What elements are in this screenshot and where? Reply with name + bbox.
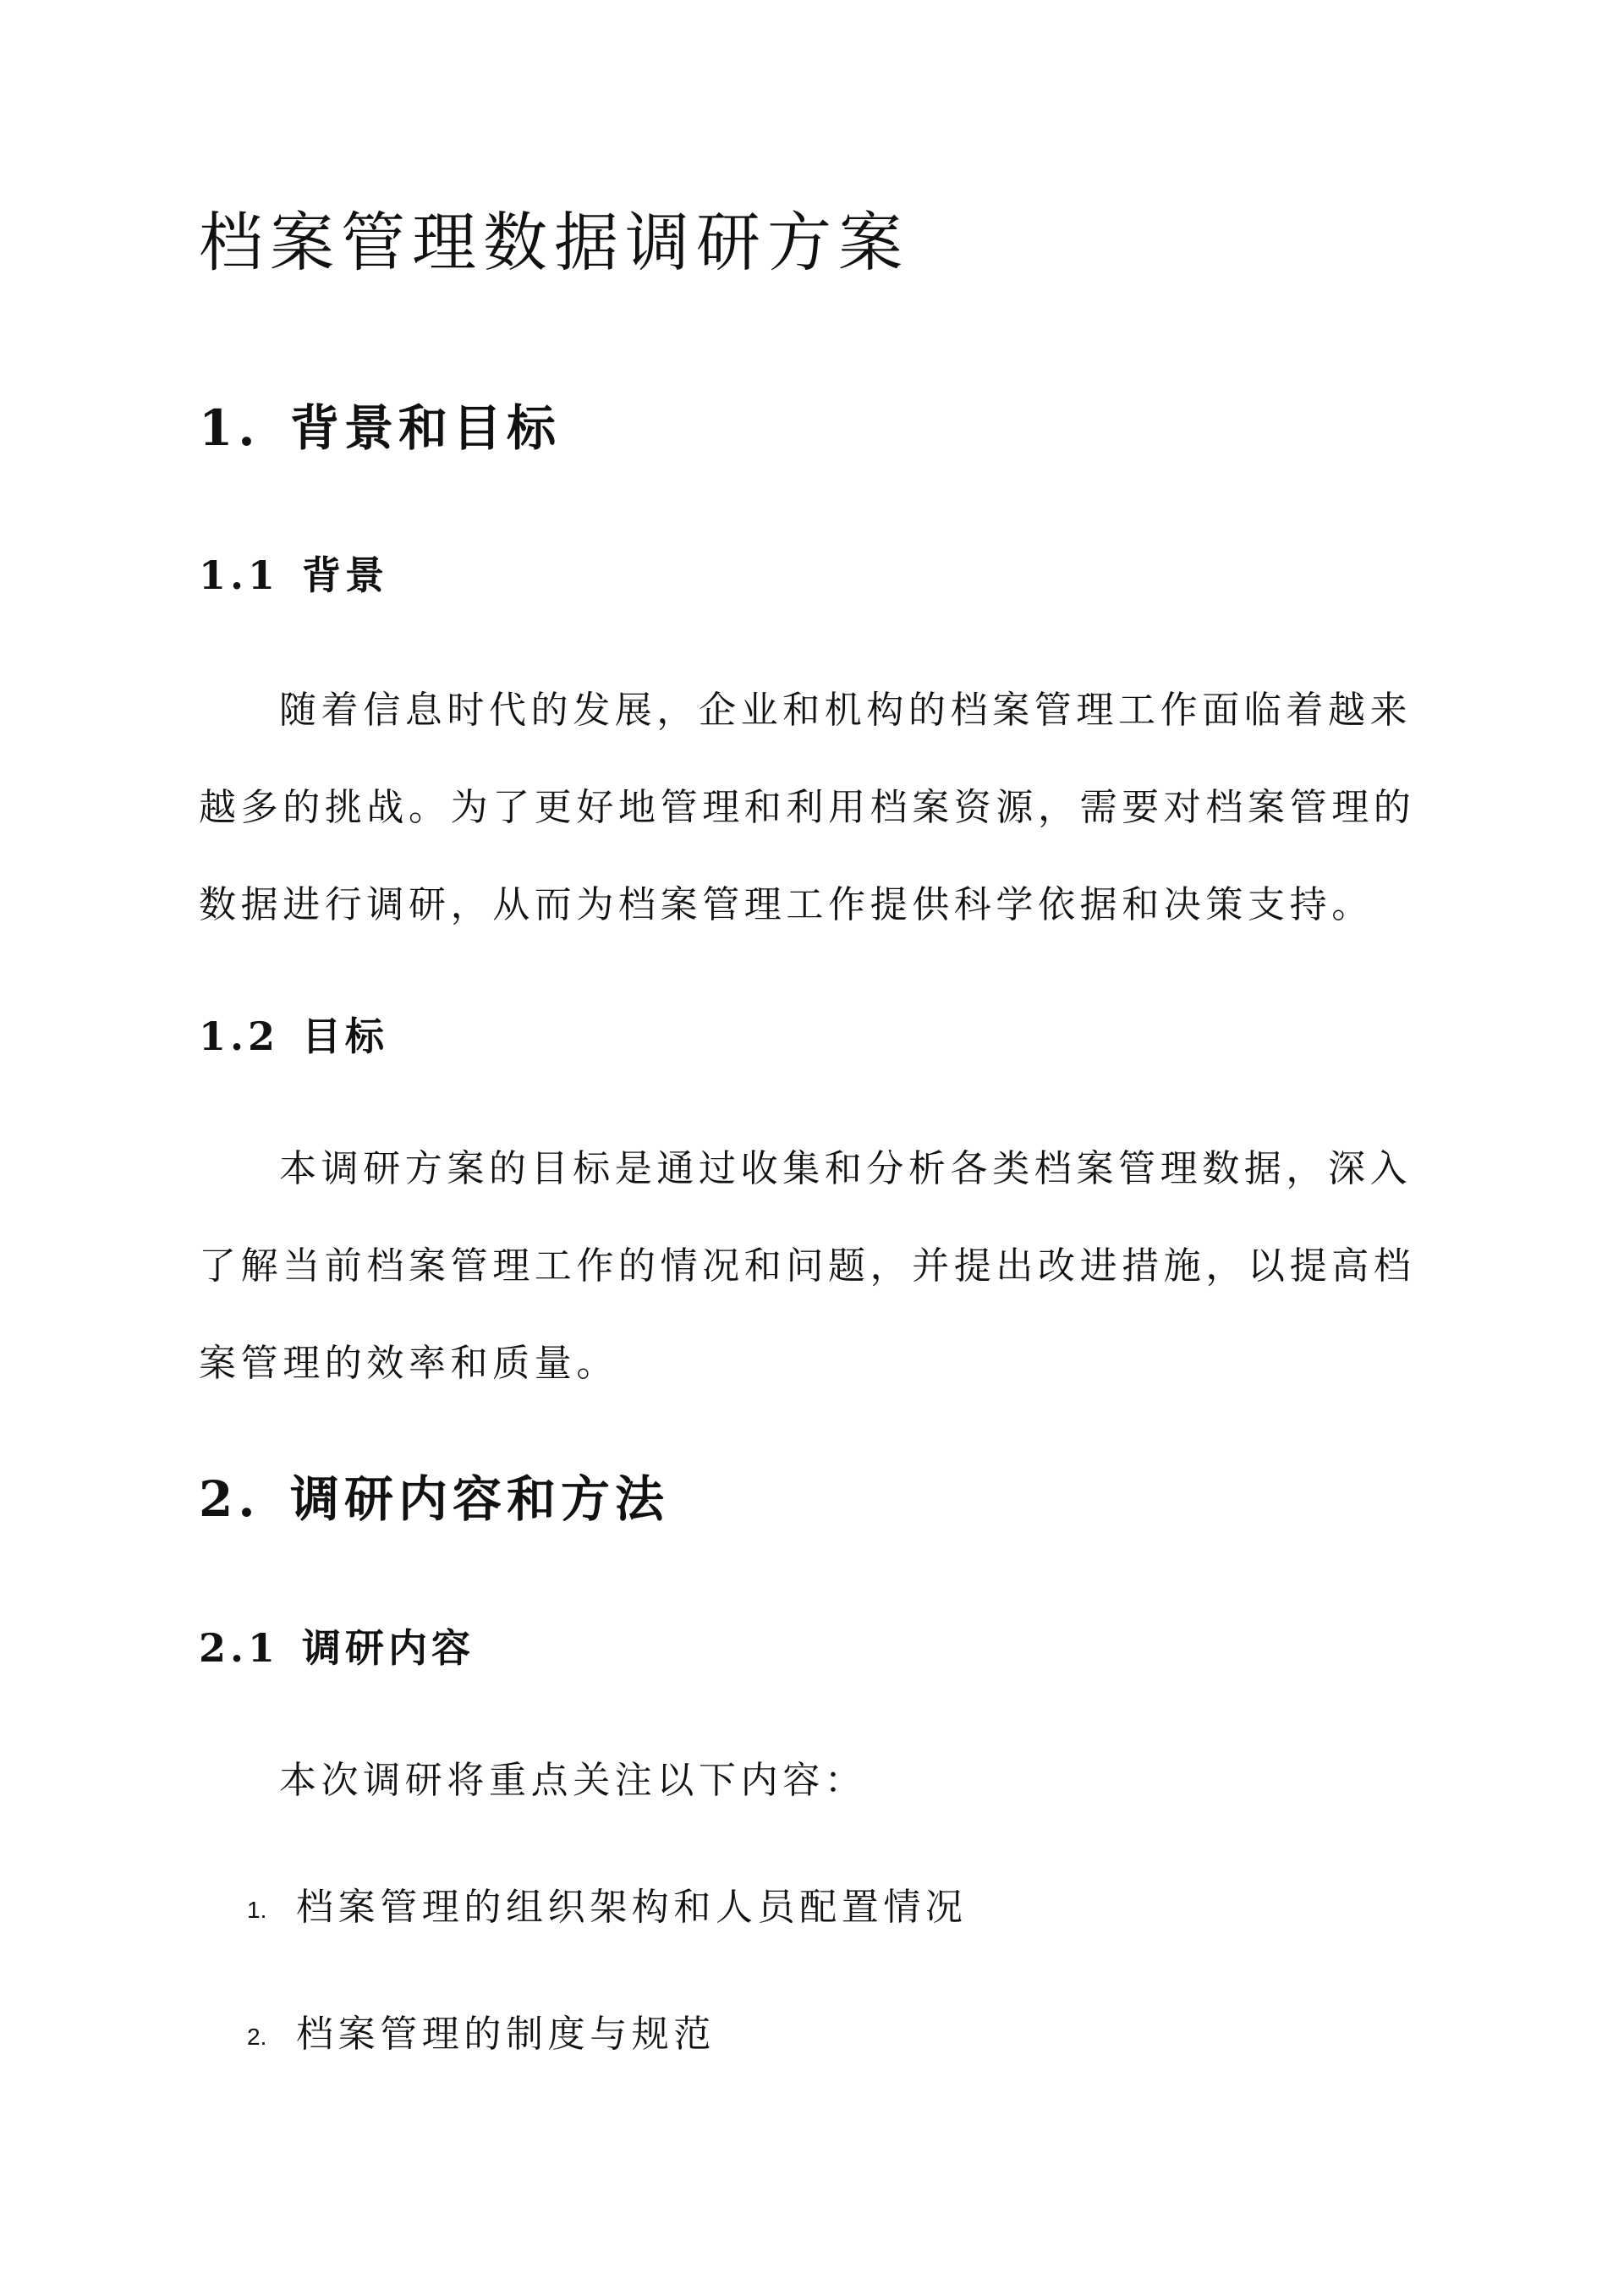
paragraph-line: 越多的挑战。为了更好地管理和利用档案资源，需要对档案管理的 — [199, 786, 1416, 829]
section-heading-1 — [199, 394, 561, 462]
subsection-title: 调研内容 — [302, 1625, 475, 1671]
subsection-title: 背景 — [302, 552, 388, 598]
paragraph-line: 数据进行调研，从而为档案管理工作提供科学依据和决策支持。 — [199, 883, 1374, 926]
section-number: 1. — [199, 399, 261, 457]
subsection-title: 目标 — [302, 1013, 388, 1059]
subsection-number: 1.1 — [199, 552, 280, 598]
list-item — [247, 2009, 716, 2063]
paragraph-line: 本调研方案的目标是通过收集和分析各类档案管理数据，深入 — [279, 1147, 1413, 1190]
list-intro: 本次调研将重点关注以下内容： — [279, 1759, 867, 1802]
paragraph-line: 案管理的效率和质量。 — [199, 1342, 618, 1385]
list-item-text: 档案管理的组织架构和人员配置情况 — [296, 1886, 968, 1929]
subsection-heading-2-1 — [199, 1621, 475, 1675]
list-item-number: 1. — [247, 1896, 267, 1923]
subsection-heading-1-2 — [199, 1009, 388, 1063]
paragraph-line: 随着信息时代的发展，企业和机构的档案管理工作面临着越来 — [279, 689, 1413, 732]
document-title: 档案管理数据调研方案 — [199, 205, 909, 280]
list-item-number: 2. — [247, 2023, 267, 2050]
list-item-text: 档案管理的制度与规范 — [296, 2013, 716, 2056]
subsection-number: 2.1 — [199, 1625, 280, 1671]
paragraph-line: 了解当前档案管理工作的情况和问题，并提出改进措施，以提高档 — [199, 1244, 1416, 1288]
list-item — [247, 1882, 968, 1936]
subsection-number: 1.2 — [199, 1013, 280, 1059]
subsection-heading-1-1 — [199, 548, 388, 602]
section-title: 背景和目标 — [290, 399, 562, 457]
section-title: 调研内容和方法 — [290, 1470, 670, 1528]
section-heading-2 — [199, 1465, 669, 1533]
section-number: 2. — [199, 1470, 261, 1528]
